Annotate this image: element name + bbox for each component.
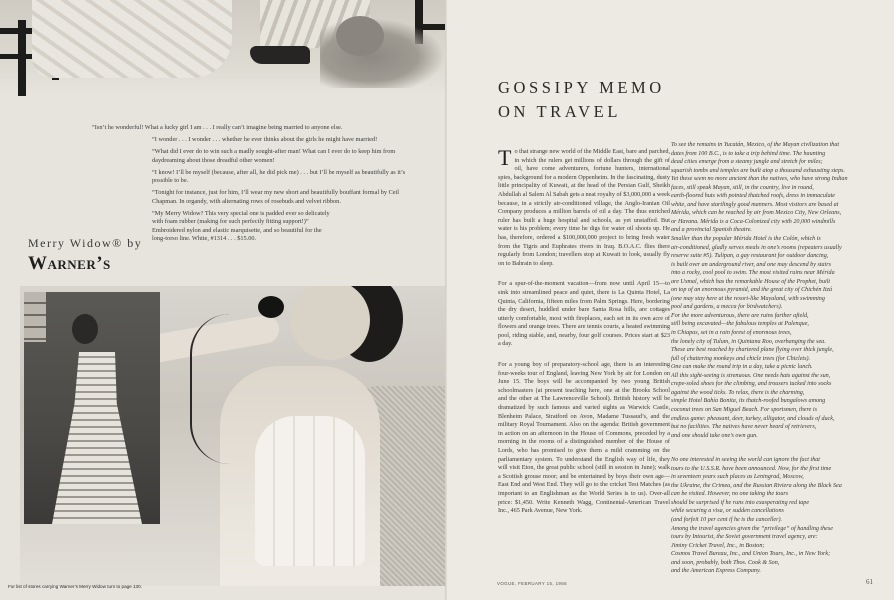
drop-cap: T bbox=[498, 145, 512, 170]
text-line: and a provincial Spanish theatre. bbox=[671, 227, 752, 234]
text-line: (and forfeit 10 per cent if he is the canceller). bbox=[671, 516, 783, 523]
text-line: tours by Intourist, the Soviet government travel agency, are: bbox=[671, 534, 818, 541]
text-line: endless game: pheasant, deer, turkey, alligator, and clouds of duck, bbox=[671, 415, 835, 422]
text-line: or Havana. Mérida is a Coca-Colonized city with 20,000 windmills bbox=[671, 218, 836, 225]
text-line: air-conditioned, gladly serves meals in one’s rooms (repeaters usually bbox=[671, 244, 842, 251]
article-paragraph bbox=[498, 145, 670, 268]
text-line: No one interested in seeing the world can ignore the fact that bbox=[671, 457, 820, 464]
ad-paragraph: “I wonder . . . I wonder . . . whether he ever thinks about the girls he might have married! bbox=[152, 135, 378, 143]
wall-pictures bbox=[24, 292, 46, 342]
text-line: in seventeen years such places as Leningrad, Moscow, bbox=[671, 474, 804, 481]
article-column-2 bbox=[671, 141, 871, 592]
text-line: Yet these seem no more ancient than the natives, who have strong Indian bbox=[671, 176, 848, 183]
ad-paragraph: “I know! I’ll be myself (because, after all, he did pick me) . . . but I’ll be myself as beautifully as it’s possible to be. bbox=[152, 168, 406, 185]
brand-logo: Warner’s bbox=[28, 253, 111, 274]
ad-copy bbox=[92, 124, 412, 247]
inset-striped-dress bbox=[52, 352, 142, 524]
text-line: faces, still speak Mayan, still, in the country, live in round, bbox=[671, 184, 814, 191]
text-line: Smaller than the popular Mérida Hotel is the Colón, which is bbox=[671, 236, 821, 243]
text-line: simple Hotel Bahía Bonita, its thatch-roofed bungalows among bbox=[671, 398, 826, 405]
store-list-caption: For list of stores carrying Warner’s Merry Widow turn to page 130. bbox=[8, 584, 142, 589]
article-paragraph-ussr bbox=[671, 456, 871, 576]
text-line: To see the remains in Yucatán, Mexico, of the Mayan civilization that bbox=[671, 142, 840, 148]
article-paragraph: For a spur-of-the-moment vacation—from now until April 15—to sink into streamlined peace and quiet, there is La Quinta Hotel, La Quinta, California, fifteen miles from Palm Springs. Here, bordering the dry desert, huddled under bare Santa Rosa hills, are cottages utterly comfortable, most with fireplaces, each set in its own acre of flowers and orange trees. There are tennis courts, a heated swimming pool, riding stable, and, nearby, four golf courses. Prices start at $23 a day. bbox=[498, 280, 670, 348]
ad-paragraph: “Tonight for instance, just for him, I’ll wear my new short and beautifully bouffant formal by Ceil Chapman. In organdy, with alternating rows of rosebuds and velvet ribbon. bbox=[152, 189, 400, 205]
text-line: but no facilities. The natives have never heard of retrievers, bbox=[671, 424, 817, 431]
ad-paragraph: “My Merry Widow? This very special one is padded ever so delicately with foam rubber (making for such perfectly fitting support!)” Embroidered nylon and elastic marquisette, and so beautiful for the long-torso line. White, #1314 . . . $15.00. bbox=[152, 209, 330, 243]
text-line: the Ukraine, the Crimea, and the Russian Riviera along the Black Sea bbox=[671, 482, 842, 489]
text-line: These are best reached by chartered plane flying over thick jungle, bbox=[671, 347, 834, 354]
text-line: and the American Express Company. bbox=[671, 568, 761, 575]
text-line: Among the travel agencies given the “privilege” of handling these bbox=[671, 525, 833, 532]
text-line: still being excavated—the fabulous temples at Palenque, bbox=[671, 321, 809, 328]
ad-paragraph: “What did I ever do to win such a madly sought-after man! What can I ever do to keep him from daydreaming about those dreadful other women! bbox=[152, 147, 396, 164]
text-line: coconut trees on San Miguel Beach. For sportsmen, there is bbox=[671, 406, 817, 413]
text-line: (one may stay here at the resort-like Mayaland, with swimming bbox=[671, 295, 825, 302]
text-line: should be surprised if he runs into exasperating red tape bbox=[671, 499, 810, 506]
text-line: and soon, probably, both Thos. Cook & Son, bbox=[671, 559, 780, 566]
ad-paragraph: “Isn’t he wonderful! What a lucky girl I am . . . I really can’t imagine being married to anyone else. bbox=[92, 124, 343, 131]
printed-gown bbox=[32, 0, 232, 78]
text-line: is built over an underground river, and one may descend by stairs bbox=[671, 261, 831, 268]
article-paragraph: For a young boy of preparatory-school age, there is an interesting four-weeks tour of England, leaving New York by air for London on June 15. The boys will be accompanied by two young British schoolmasters (at present teaching here, one at the Brooks School and the other at The Lawrenceville School). British history will be dramatized by such famous and varied sights as Warwick Castle, Blenheim Palace, Stratford on Avon, Madame Tussaud’s, and the military Royal Tournament. Also on the agenda: British government in action on an afternoon in the House of Commons, preceded by a morning in the rooms of a distinguished member of the House of Lords, who has promised to give them a mild cramming on the parliamentary system. To understand the English way of life, they will visit Eton, the great public school (still in session in June); walk a Scottish grouse moor; and be entertained by boys their own age—East End and West End. They will go to the cricket Test Matches (as important to an Englishman as the World Series is to us). Over-all price: $1,450. Write Kenneth Wagg, Continental-American Travel Inc., 465 Park Avenue, New York. bbox=[498, 361, 670, 515]
text-line: tours to the U.S.S.R. have been announced. Now, for the first time bbox=[671, 465, 832, 472]
text-line: Cosmos Travel Bureau, Inc., and Union Tours, Inc., in New York; bbox=[671, 551, 831, 558]
inset-photograph bbox=[24, 292, 160, 524]
article-paragraph-yucatan bbox=[671, 141, 871, 440]
headline-line-1: GOSSIPY MEMO bbox=[498, 78, 665, 97]
text-line: against the wood ticks. To relax, there is the charming, bbox=[671, 389, 805, 396]
page-number: 61 bbox=[866, 578, 873, 586]
telephone-receiver bbox=[258, 296, 284, 318]
main-photograph bbox=[20, 286, 447, 586]
paragraph-text: o that strange new world of the Middle East, bare and parched, in which the rulers get millions of dollars through the gift of oil, have come adventurers, fortune hunters, international spies, background for a modern Oppenheim. In the fascinating, dusty little principality of Kuwait, at the head of the Persian Gulf, Sheikh Abdullah al Salem Al Sabah gets a neat royalty of $3,000,000 a week because, in a strictly air-conditioned village, the Anglo-Iranian Oil Company produces a million barrels of oil a day. The thus enriched ruler has built a huge hospital and schools, as yet unstaffed. But water is his problem; every time he digs for water oil shoots up. He has, therefore, ordered a $100,000,000 project to bring fresh water from the Tigris and Euphrates rivers in Iraq. B.O.A.C. flies there regularly from London; travellers stop at Kuwait to look, usually fly on to Bahrain to sleep. bbox=[498, 148, 670, 267]
phone-cord bbox=[190, 314, 272, 464]
text-line: and one should take one’s own gun. bbox=[671, 432, 758, 439]
text-line: can be visited. However, no one taking the tours bbox=[671, 491, 789, 498]
text-line: squarish tombs and temples are built atop a thousand exhausting steps. bbox=[671, 167, 845, 174]
article-headline bbox=[498, 76, 665, 124]
inset-model-head bbox=[72, 314, 98, 344]
text-line: dead cities emerge from a steamy jungle and stretch for miles; bbox=[671, 159, 823, 166]
text-line: crepe-soled shoes for the climbing, and trousers tucked into socks bbox=[671, 381, 832, 388]
text-line: earth-floored huts with pointed thatched roofs, dress in immaculate bbox=[671, 193, 836, 200]
article-column-1 bbox=[498, 145, 670, 528]
text-line: while securing a visa, or sudden cancellations bbox=[671, 508, 784, 515]
text-line: For the more adventurous, there are ruins farther afield, bbox=[671, 312, 809, 319]
text-line: on top of an enormous pyramid, and the great city of Chichén Itzá bbox=[671, 287, 833, 294]
text-line: Mérida, which can be reached by air from Mexico City, New Orleans, bbox=[671, 210, 842, 217]
text-line: in Chiapas, set in a rain forest of enormous trees, bbox=[671, 330, 792, 337]
text-line: white, and have startlingly good manners. Most visitors are based at bbox=[671, 201, 839, 208]
text-line: reserve suite #5). Tulipan, a gay restaurant for outdoor dancing, bbox=[671, 253, 829, 260]
text-line: the lonely city of Tulum, in Quintana Roo, overhanging the sea. bbox=[671, 338, 826, 345]
text-line: All this sight-seeing is strenuous. One needs hats against the sun, bbox=[671, 372, 831, 379]
text-line: dates from 100 B.C., is to take a trip behind time. The haunting bbox=[671, 150, 826, 157]
brand-block bbox=[28, 236, 158, 275]
text-line: are Uxmal, which has the remarkable House of the Prophet, built bbox=[671, 278, 831, 285]
text-line: Jiminy Cricket Travel, Inc., in Boston; bbox=[671, 542, 765, 549]
dog-head bbox=[336, 16, 384, 56]
top-photograph bbox=[0, 0, 447, 96]
folio-line: VOGUE, FEBRUARY 15, 1956 bbox=[497, 581, 567, 586]
headline-line-2: ON TRAVEL bbox=[498, 102, 622, 121]
text-line: full of chattering monkeys and chicle trees (for Chiclets). bbox=[671, 355, 811, 362]
text-line: into a rocky, cool pool to swim. The most visited ruins near Mérida bbox=[671, 270, 835, 277]
brand-tagline: Merry Widow® by bbox=[28, 236, 143, 250]
text-line: pool and gardens, a mecca for birdwatchers). bbox=[671, 304, 783, 311]
black-shoe bbox=[250, 46, 310, 64]
text-line: One can make the round trip in a day, take a picnic lunch. bbox=[671, 364, 813, 371]
